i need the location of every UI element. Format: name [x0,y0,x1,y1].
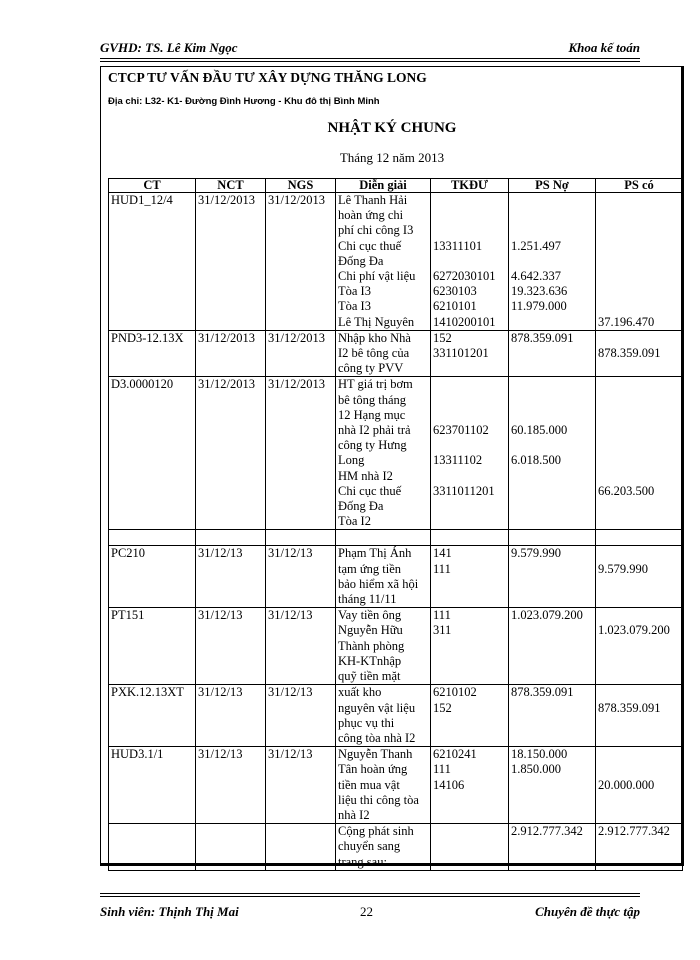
cell-description: HT giá trị bơm bê tông tháng 12 Hạng mục nhà I2 phải trả công ty Hưng Long HM nhà I2 Chi cục thuế Đống Đa Tòa I2 [336,377,431,530]
table-row [109,685,683,747]
cell-description: Vay tiền ông Nguyễn Hữu Thành phòng KH-KTnhập quỹ tiền mặt [336,608,431,685]
cell-account: 152 331101201 [431,330,509,377]
company-name: CTCP TƯ VẤN ĐẦU TƯ XÂY DỰNG THĂNG LONG [108,70,427,85]
cell-ngs: 31/12/13 [266,546,336,608]
cell-description: Cộng phát sinh chuyển sang trang sau: [336,824,431,871]
cell-ct: PND3-12.13X [109,330,196,377]
page-footer [100,904,640,924]
table-header-row [109,179,683,193]
cell-nct: 31/12/13 [196,608,266,685]
table-row [109,747,683,824]
cell-ct: PXK.12.13XT [109,685,196,747]
table-total-row [109,824,683,871]
cell-debit: 9.579.990 [509,546,596,608]
cell-ct: HUD3.1/1 [109,747,196,824]
cell-credit: 1.023.079.200 [596,608,683,685]
header-supervisor: GVHD: TS. Lê Kim Ngọc [100,40,238,55]
cell-account [431,824,509,871]
cell-account: 111 311 [431,608,509,685]
table-row [109,193,683,331]
cell-account: 6210102 152 [431,685,509,747]
cell-ngs: 31/12/13 [266,685,336,747]
cell-nct: 31/12/13 [196,685,266,747]
cell-nct: 31/12/2013 [196,330,266,377]
cell-debit-total: 2.912.777.342 [509,824,596,871]
cell-nct [196,824,266,871]
cell-ngs: 31/12/2013 [266,193,336,331]
cell-credit: 878.359.091 [596,330,683,377]
cell-debit: 1.251.497 4.642.337 19.323.636 11.979.000 [509,193,596,331]
general-journal-table [108,178,683,871]
col-header-description: Diễn giải [336,179,431,193]
cell-account: 141 111 [431,546,509,608]
cell-description: Nguyễn Thanh Tân hoàn ứng tiền mua vật liệu thi công tòa nhà I2 [336,747,431,824]
cell-ngs: 31/12/2013 [266,330,336,377]
cell-ngs: 31/12/13 [266,608,336,685]
col-header-debit: PS Nợ [509,179,596,193]
cell-nct: 31/12/13 [196,546,266,608]
footer-rule-double [100,896,640,897]
cell-nct: 31/12/2013 [196,193,266,331]
cell-description: Nhập kho Nhà I2 bê tông của công ty PVV [336,330,431,377]
cell-credit: 66.203.500 [596,377,683,530]
report-period: Tháng 12 năm 2013 [339,150,445,165]
cell-ngs: 31/12/2013 [266,377,336,530]
cell-account: 623701102 13311102 3311011201 [431,377,509,530]
page-number: 22 [360,904,373,919]
cell-credit-total: 2.912.777.342 [596,824,683,871]
cell-description: xuất kho nguyên vật liệu phục vụ thi công tòa nhà I2 [336,685,431,747]
document-title: NHẬT KÝ CHUNG [327,120,457,136]
cell-ct [109,824,196,871]
footer-student: Sinh viên: Thịnh Thị Mai [100,904,239,919]
cell-debit: 878.359.091 [509,330,596,377]
col-header-account: TKĐƯ [431,179,509,193]
cell-description: Phạm Thị Ánh tạm ứng tiền bảo hiểm xã hội tháng 11/11 [336,546,431,608]
footer-rule [100,893,640,894]
cell-ct: HUD1_12/4 [109,193,196,331]
header-rule [100,58,640,59]
cell-ct: D3.0000120 [109,377,196,530]
col-header-ct: CT [109,179,196,193]
cell-ct: PT151 [109,608,196,685]
col-header-ngs: NGS [266,179,336,193]
col-header-credit: PS có [596,179,683,193]
cell-ct: PC210 [109,546,196,608]
cell-credit: 9.579.990 [596,546,683,608]
cell-nct: 31/12/13 [196,747,266,824]
footer-report-type: Chuyên đề thực tập [535,904,640,919]
cell-ngs: 31/12/13 [266,747,336,824]
col-header-nct: NCT [196,179,266,193]
cell-ngs [266,824,336,871]
table-row [109,377,683,530]
header-rule-double [100,61,640,62]
cell-debit: 60.185.000 6.018.500 [509,377,596,530]
cell-nct: 31/12/2013 [196,377,266,530]
cell-debit: 878.359.091 [509,685,596,747]
cell-account: 13311101 6272030101 6230103 6210101 1410200101 [431,193,509,331]
header-faculty: Khoa kế toán [568,40,640,55]
cell-credit: 20.000.000 [596,747,683,824]
cell-credit: 878.359.091 [596,685,683,747]
cell-credit: 37.196.470 [596,193,683,331]
table-row [109,330,683,377]
cell-account: 6210241 111 14106 [431,747,509,824]
cell-debit: 1.023.079.200 [509,608,596,685]
table-spacer-row [109,530,683,546]
cell-description: Lê Thanh Hải hoàn ứng chi phí chi công I3 Chi cục thuế Đống Đa Chi phí vật liệu Tòa I3 Tòa I3 Lê Thị Nguyên [336,193,431,331]
table-row [109,608,683,685]
cell-debit: 18.150.000 1.850.000 [509,747,596,824]
table-row [109,546,683,608]
company-address: Địa chỉ: L32- K1- Đường Đình Hương - Khu đô thị Bình Minh [108,96,380,107]
